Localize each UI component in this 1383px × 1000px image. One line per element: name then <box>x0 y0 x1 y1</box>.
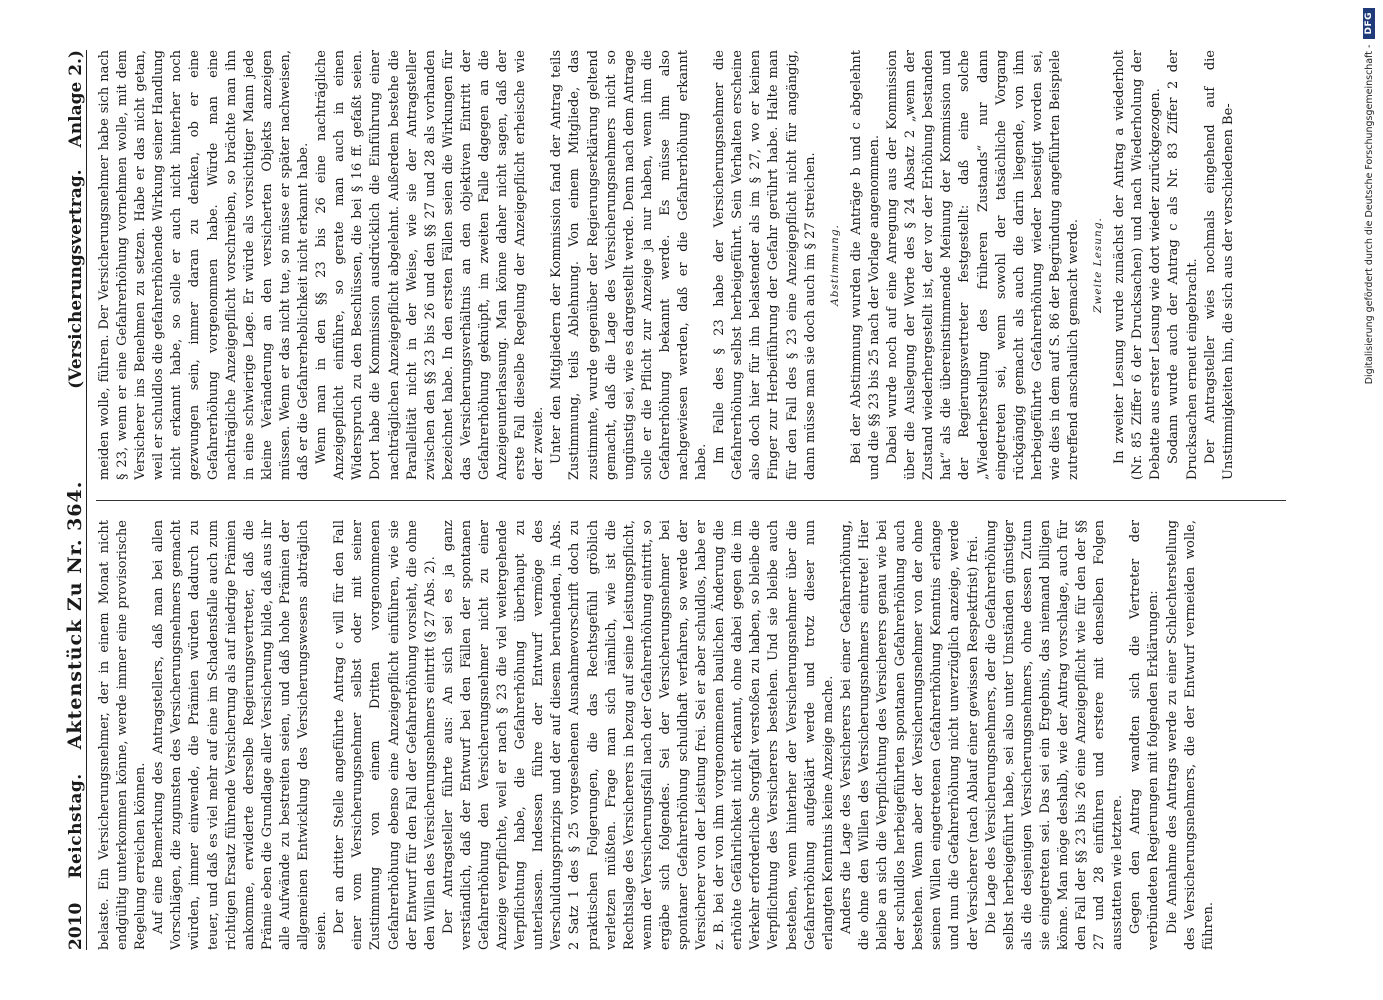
digitization-note <box>1358 8 1380 992</box>
paragraph: Die Lage des Versicherungsnehmers, der die Gefahrerhöhung selbst herbeigeführt habe, sei also unter Umständen günstiger als die desjenigen Versicherungsnehmers, ohne dessen Zutun sie eingetreten sei. Das sei ein Ergebnis, das niemand billigen könne. Man möge deshalb, wie der Antrag vorschlage, auch für den Fall der §§ 23 bis 26 eine Anzeigepflicht wie für den der §§ 27 und 28 einführen und erstere mit denselben Folgen ausstatten wie letztere. <box>983 520 1126 950</box>
column-divider <box>96 500 1286 501</box>
vote-heading: Abstimmung. <box>828 224 841 306</box>
header-subtitle: Aktenstück Zu Nr. 364. <box>64 480 86 750</box>
text-columns <box>96 50 1286 950</box>
header-right-title: (Versicherungsvertrag. <box>66 169 86 389</box>
header-title: Reichstag. <box>66 773 86 879</box>
paragraph: In zweiter Lesung wurde zunächst der Antrag a wiederholt (Nr. 85 Ziffer 6 der Drucksachen) und nach Wiederholung der Debatte aus erster Lesung wie dort wieder zurückgezogen. <box>1112 50 1164 480</box>
digitization-note-text: Digitalisierung gefördert durch die Deutsche Forschungsgemeinschaft - <box>1363 44 1375 385</box>
paragraph: Wenn man in den §§ 23 bis 26 eine nachträgliche Anzeigepflicht einführe, so gerate man auch in einen Widerspruch zu den Beschlüssen, die bei § 16 ff. gefaßt seien. Dort habe die Kommission ausdrücklich die Einführung einer nachträglichen Anzeigepflicht abgelehnt. Außerdem bestehe die Parallelität nicht in der Weise, wie sie der Antragsteller zwischen den §§ 23 bis 26 und den §§ 27 und 28 als vorhanden bezeichnet habe. In den ersten Fällen seien die Wirkungen für das Versicherungsverhältnis an den objektiven Eintritt der Gefahrerhöhung geknüpft, im zweiten Falle dagegen an die Anzeigeunterlassung. Man könne daher nicht sagen, daß der erste Fall dieselbe Regelung der Anzeigepflicht erheische wie der zweite. <box>314 50 547 480</box>
second-reading-heading: Zweite Lesung. <box>1092 217 1105 313</box>
paragraph: Im Falle des § 23 habe der Versicherungsnehmer die Gefahrerhöhung selbst herbeigeführt. Sein Verhalten erscheine also doch hier für ihn belastender als im § 27, wo er keinen Finger zur Herbeiführung der Gefahr gerührt habe. Halte man für den Fall des § 23 eine Anzeigepflicht nicht für angängig, dann müsse man sie doch auch im § 27 streichen. <box>712 50 818 480</box>
paragraph: Anders die Lage des Versicherers bei einer Gefahrerhöhung, die ohne den Willen des Versicherungsnehmers eintrete! Hier bleibe an sich die Verpflichtung des Versicherers genau wie bei der schuldlos herbeigeführten spontanen Gefahrerhöhung auch bestehen. Wenn aber der Versicherungsnehmer von der ohne seinen Willen eingetretenen Gefahrerhöhung Kenntnis erlange und nun die Gefahrerhöhung nicht unverzüglich anzeige, werde der Versicherer (nach Ablauf einer gewissen Respektfrist) frei. <box>838 520 981 950</box>
page-header <box>50 50 87 950</box>
header-appendix: Anlage 2.) <box>66 50 86 148</box>
paragraph: Die Annahme des Antrags werde zu einer Schlechterstellung des Versicherungsnehmers, die der Entwurf vermeiden wolle, führen. <box>1164 520 1216 950</box>
header-right <box>66 50 86 389</box>
paragraph: Gegen den Antrag wandten sich die Vertreter der verbündeten Regierungen mit folgenden Erklärungen: <box>1128 520 1162 950</box>
paragraph: Der an dritter Stelle angeführte Antrag c will für den Fall einer vom Versicherungsnehmer selbst oder mit seiner Zustimmung von einem Dritten vorgenommenen Gefahrerhöhung ebenso eine Anzeigepflicht einführen, wie sie der Entwurf für den Fall der Gefahrerhöhung vorsieht, die ohne den Willen des Versicherungsnehmers eintritt (§ 27 Abs. 2). <box>332 520 438 950</box>
paragraph: Sodann wurde auch der Antrag c als Nr. 83 Ziffer 2 der Drucksachen erneut eingebracht. <box>1166 50 1200 480</box>
paragraph: meiden wolle, führen. Der Versicherungsnehmer habe sich nach § 23, wenn er eine Gefahrerhöhung vornehmen wolle, mit dem Versicherer ins Benehmen zu setzen. Habe er das nicht getan, weil er schuldlos die gefahrerhöhende Wirkung seiner Handlung nicht erkannt habe, so solle er auch nicht hinterher noch gezwungen sein, immer daran zu denken, ob er eine Gefahrerhöhung vorgenommen habe. Würde man eine nachträgliche Anzeigepflicht vorschreiben, so brächte man ihn in eine schwierige Lage. Er würde als vorsichtiger Mann jede kleine Veränderung an den versicherten Objekts anzeigen müssen. Wenn er das nicht tue, so müsse er später nachweisen, daß er die Gefahrerheblichkeit nicht erkannt habe. <box>97 50 312 480</box>
paragraph: Der Antragsteller führte aus: An sich sei es ja ganz verständlich, daß der Entwurf bei den Fällen der spontanen Gefahrerhöhung den Versicherungsnehmer nicht zu einer Anzeige verpflichte, weil er nach § 23 die viel weitergehende Verpflichtung habe, die Gefahrerhöhung überhaupt zu unterlassen. Indessen führe der Entwurf vermöge des Verschuldungsprinzips und der auf diesem beruhenden, in Abs. 2 Satz 1 des § 25 vorgesehenen Ausnahmevorschrift doch zu praktischen Folgerungen, die das Rechtsgefühl gröblich verletzen müßten. Frage man sich nämlich, wie ist die Rechtslage des Versicherers in bezug auf seine Leistungspflicht, wenn der Versicherungsfall nach der Gefahrerhöhung eintritt, so ergäbe sich folgendes. Sei der Versicherungsnehmer bei spontaner Gefahrerhöhung schuldhaft verfahren, so werde der Versicherer von der Leistung frei. Sei er aber schuldlos, habe er z. B. bei der von ihm vorgenommenen baulichen Änderung die erhöhte Gefährlichkeit nicht erkannt, ohne dabei gegen die im Verkehr erforderliche Sorgfalt verstoßen zu haben, so bleibe die Verpflichtung des Versicherers bestehen. Und sie bleibe auch bestehen, wenn hinterher der Versicherungsnehmer über die Gefahrerhöhung aufgeklärt werde und trotz dieser nun erlangten Kenntnis keine Anzeige mache. <box>440 520 836 950</box>
paragraph: Der Antragsteller wies nochmals eingehend auf die Unstimmigkeiten hin, die sich aus der verschiedenen Be- <box>1202 50 1236 480</box>
dfg-logo: DFG <box>1363 8 1375 39</box>
page-number: 2010 <box>66 902 86 950</box>
header-left <box>64 481 86 950</box>
paragraph: Unter den Mitgliedern der Kommission fand der Antrag teils Zustimmung, teils Ablehnung. Von einem Mitgliede, das zustimmte, wurde gegenüber der Regierungserklärung geltend gemacht, daß die Lage des Versicherungsnehmers nicht so ungünstig sei, wie es dargestellt werde. Denn nach dem Antrage solle er die Pflicht zur Anzeige ja nur haben, wenn ihm die Gefahrerhöhung bekannt werde. Es müsse ihm also nachgewiesen werden, daß er die Gefahrerhöhung erkannt habe. <box>549 50 710 480</box>
left-column <box>96 520 1286 950</box>
paragraph: Dabei wurde noch auf eine Anregung aus der Kommission über die Auslegung der Worte des § 24 Absatz 2 „wenn der Zustand wiederhergestellt ist, der vor der Erhöhung bestanden hat“ als die übereinstimmende Meinung der Kommission und der Regierungsvertreter festgestellt: daß eine solche „Wiederherstellung des früheren Zustands“ nur dann eingetreten sei, wenn sowohl der tatsächliche Vorgang rückgängig gemacht als auch die darin liegende, von ihm herbeigeführte Gefahrerhöhung wieder beseitigt worden sei, wie dies in dem auf S. 86 der Begründung angeführten Beispiele zutreffend anschaulich gemacht werde. <box>885 50 1081 480</box>
right-column <box>96 50 1286 480</box>
digitization-note-inner <box>1358 8 1380 992</box>
document-page <box>50 50 1290 950</box>
paragraph: belaste. Ein Versicherungsnehmer, der in einem Monat nicht endgültig unterkommen könne, werde immer eine provisorische Regelung erreichen können. <box>97 520 149 950</box>
paragraph: Bei der Abstimmung wurden die Anträge b und c abgelehnt und die §§ 23 bis 25 nach der Vorlage angenommen. <box>848 50 882 480</box>
paragraph: Auf eine Bemerkung des Antragstellers, daß man bei allen Vorschlägen, die zugunsten des Versicherungsnehmers gemacht würden, immer einwende, die Prämien würden dadurch zu teuer, und daß es viel mehr auf eine im Schadensfalle auch zum richtigen Ersatz führende Versicherung als auf niedrige Prämien ankomme, erwiderte derselbe Regierungsvertreter, daß die Prämie eben die Grundlage aller Versicherung bilde, daß aus ihr alle Aufwände zu bestreiten seien, und daß hohe Prämien der allgemeinen Entwicklung des Versicherungswesens abträglich seien. <box>151 520 330 950</box>
